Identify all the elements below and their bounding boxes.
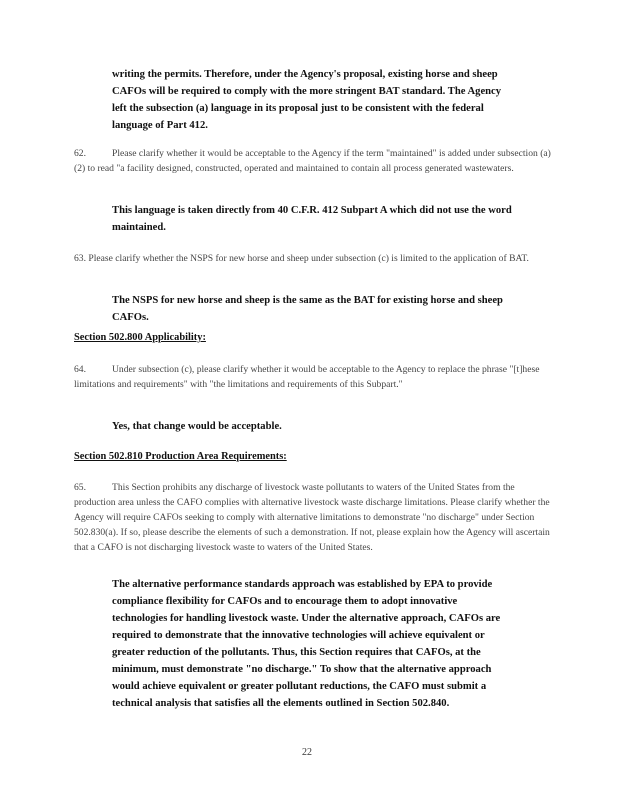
question-64-number: 64.: [74, 364, 86, 375]
question-62-number: 62.: [74, 148, 86, 159]
section-heading-502-800: Section 502.800 Applicability:: [74, 332, 206, 343]
answer-65: The alternative performance standards approach was established by EPA to provide compliance flexibility for CAFOs and to encourage them to adopt innovative technologies for handling livestock waste. Under the alternative approach, CAFOs are required to demonstrate that the innovative technologies will achieve equivalent or greater reduction of the pollutants. Thus, this Section requires that CAFOs, at the minimum, must demonstrate "no discharge." To show that the alternative approach would achieve equivalent or greater pollutant reductions, the CAFO must submit a technical analysis that satisfies all the elements outlined in Section 502.840.: [112, 579, 501, 709]
answer-62: This language is taken directly from 40 C.F.R. 412 Subpart A which did not use the word maintained.: [112, 205, 512, 233]
question-65-number: 65.: [74, 482, 86, 493]
answer-63: The NSPS for new horse and sheep is the same as the BAT for existing horse and sheep CAFOs.: [112, 295, 503, 323]
question-64-text: Under subsection (c), please clarify whether it would be acceptable to the Agency to replace the phrase "[t]hese limitations and requirements" with "the limitations and requirements of this Subpart.": [74, 364, 540, 390]
question-64: [74, 362, 552, 392]
answer-61-continued: writing the permits. Therefore, under the Agency's proposal, existing horse and sheep CAFOs will be required to comply with the more stringent BAT standard. The Agency left the subsection (a) language in its proposal just to be consistent with the federal language of Part 412.: [112, 69, 502, 131]
question-62: [74, 146, 552, 176]
question-65: [74, 480, 552, 555]
question-63: 63. Please clarify whether the NSPS for new horse and sheep under subsection (c) is limited to the application of BAT.: [74, 253, 529, 264]
section-heading-502-810: Section 502.810 Production Area Requirements:: [74, 451, 287, 462]
question-65-text: This Section prohibits any discharge of livestock waste pollutants to waters of the United States from the production area unless the CAFO complies with alternative livestock waste discharge limitations. Please clarify whether the Agency will require CAFOs seeking to comply with alternative limitations to demonstrate "no discharge" under Section 502.830(a). If so, please describe the elements of such a demonstration. If not, please explain how the Agency will ascertain that a CAFO is not discharging livestock waste to waters of the United States.: [74, 482, 550, 553]
question-62-text: Please clarify whether it would be acceptable to the Agency if the term "maintained" is added under subsection (a)(2) to read "a facility designed, constructed, operated and maintained to contain all process generated wastewaters.: [74, 148, 551, 174]
page-number: 22: [302, 747, 312, 758]
answer-64: Yes, that change would be acceptable.: [112, 421, 282, 432]
